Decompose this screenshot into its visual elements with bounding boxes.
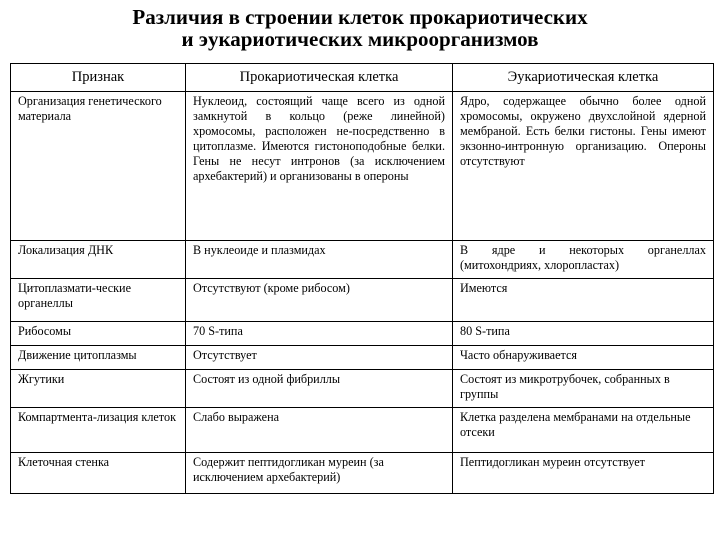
table-row: [11, 370, 714, 408]
table-row: [11, 346, 714, 370]
page-title: [0, 6, 720, 50]
feature-cell: Клеточная стенка: [11, 453, 186, 494]
feature-cell: Цитоплазмати-ческие органеллы: [11, 279, 186, 322]
eukaryote-cell: В ядре и некоторых органеллах (митохондриях, хлоропластах): [453, 241, 714, 279]
feature-cell: Организация генетического материала: [11, 92, 186, 241]
feature-cell: Рибосомы: [11, 322, 186, 346]
prokaryote-cell: Состоят из одной фибриллы: [186, 370, 453, 408]
table-row: [11, 408, 714, 453]
table-header-row: [11, 64, 714, 92]
eukaryote-cell: Часто обнаруживается: [453, 346, 714, 370]
eukaryote-cell: Состоят из микротрубочек, собранных в группы: [453, 370, 714, 408]
comparison-table: [10, 63, 714, 494]
eukaryote-cell: Ядро, содержащее обычно более одной хромосомы, окружено двухслойной ядерной мембраной. Есть белки гистоны. Гены имеют экзонно-интронную организацию. Опероны отсутствуют: [453, 92, 714, 241]
prokaryote-cell: Отсутствует: [186, 346, 453, 370]
title-line-2: и эукариотических микроорганизмов: [181, 27, 539, 51]
prokaryote-cell: 70 S-типа: [186, 322, 453, 346]
eukaryote-cell: Клетка разделена мембранами на отдельные отсеки: [453, 408, 714, 453]
header-feature: Признак: [11, 64, 186, 92]
feature-cell: Локализация ДНК: [11, 241, 186, 279]
prokaryote-cell: В нуклеоиде и плазмидах: [186, 241, 453, 279]
table-row: [11, 453, 714, 494]
table-row: [11, 241, 714, 279]
feature-cell: Движение цитоплазмы: [11, 346, 186, 370]
table-row: [11, 92, 714, 241]
eukaryote-cell: Имеются: [453, 279, 714, 322]
title-line-1: Различия в строении клеток прокариотических: [132, 5, 588, 29]
prokaryote-cell: Содержит пептидогликан муреин (за исключением архебактерий): [186, 453, 453, 494]
feature-cell: Жгутики: [11, 370, 186, 408]
header-prokaryote: Прокариотическая клетка: [186, 64, 453, 92]
prokaryote-cell: Отсутствуют (кроме рибосом): [186, 279, 453, 322]
feature-cell: Компартмента-лизация клеток: [11, 408, 186, 453]
eukaryote-cell: Пептидогликан муреин отсутствует: [453, 453, 714, 494]
table-row: [11, 279, 714, 322]
prokaryote-cell: Нуклеоид, состоящий чаще всего из одной замкнутой в кольцо (реже линейной) хромосомы, расположен не-посредственно в цитоплазме. Имеются гистоноподобные белки. Гены не несут интронов (за исключением архебактерий) и организованы в опероны: [186, 92, 453, 241]
table-row: [11, 322, 714, 346]
eukaryote-cell: 80 S-типа: [453, 322, 714, 346]
header-eukaryote: Эукариотическая клетка: [453, 64, 714, 92]
prokaryote-cell: Слабо выражена: [186, 408, 453, 453]
